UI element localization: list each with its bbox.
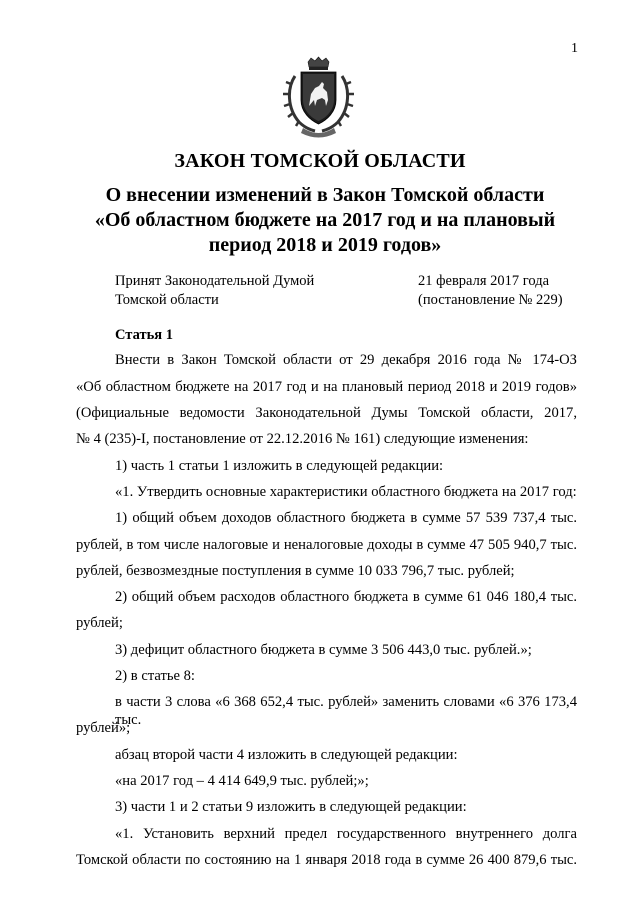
body-line: абзац второй части 4 изложить в следующей редакции: [115,747,458,763]
body-line: 1) общий объем доходов областного бюджета в сумме 57 539 737,4 тыс. [115,510,577,526]
body-line: в части 3 слова «6 368 652,4 тыс. рублей» заменить словами «6 376 173,4 тыс. [115,694,577,728]
body-line: 1) часть 1 статьи 1 изложить в следующей редакции: [115,458,444,474]
body-line: рублей»; [76,720,131,736]
resolution-number: (постановление № 229) [418,292,563,308]
body-line: «1. Утвердить основные характеристики областного бюджета на 2017 год: [115,484,577,500]
body-line: 3) части 1 и 2 статьи 9 изложить в следующей редакции: [115,799,467,815]
body-line: Внести в Закон Томской области от 29 декабря 2016 года № 174-ОЗ [115,352,577,368]
body-line: рублей, в том числе налоговые и неналоговые доходы в сумме 47 505 940,7 тыс. [76,537,577,553]
body-line: «на 2017 год – 4 414 649,9 тыс. рублей;»; [115,773,369,789]
body-line: № 4 (235)-I, постановление от 22.12.2016 № 161) следующие изменения: [76,431,529,447]
body-line: (Официальные ведомости Законодательной Думы Томской области, 2017, [76,405,577,421]
coat-of-arms-emblem [281,56,356,138]
body-line: 2) общий объем расходов областного бюджета в сумме 61 046 180,4 тыс. [115,589,577,605]
body-line: «Об областном бюджете на 2017 год и на плановый период 2018 и 2019 годов» [76,379,577,395]
law-subtitle [60,183,590,258]
page-number: 1 [571,41,578,56]
adopted-by-line: Принят Законодательной Думой [115,273,315,289]
adoption-date-line: 21 февраля 2017 года [418,273,550,289]
body-line: рублей, безвозмездные поступления в сумме 10 033 796,7 тыс. рублей; [76,563,515,579]
body-line: 2) в статье 8: [115,668,195,684]
subtitle-line: период 2018 и 2019 годов» [208,234,442,256]
body-line: рублей; [76,615,123,631]
law-title: ЗАКОН ТОМСКОЙ ОБЛАСТИ [174,150,466,172]
adoption-date [418,272,563,310]
body-line: Томской области по состоянию на 1 января 2018 года в сумме 26 400 879,6 тыс. [76,852,577,868]
body-line: 3) дефицит областного бюджета в сумме 3 506 443,0 тыс. рублей.»; [115,642,532,658]
body-line: «1. Установить верхний предел государственного внутреннего долга [115,826,577,842]
article-heading: Статья 1 [115,327,173,343]
adopted-by-line: Томской области [115,292,219,308]
adopted-by [115,272,314,310]
subtitle-line: «Об областном бюджете на 2017 год и на плановый [94,209,556,231]
subtitle-line: О внесении изменений в Закон Томской области [105,184,545,206]
